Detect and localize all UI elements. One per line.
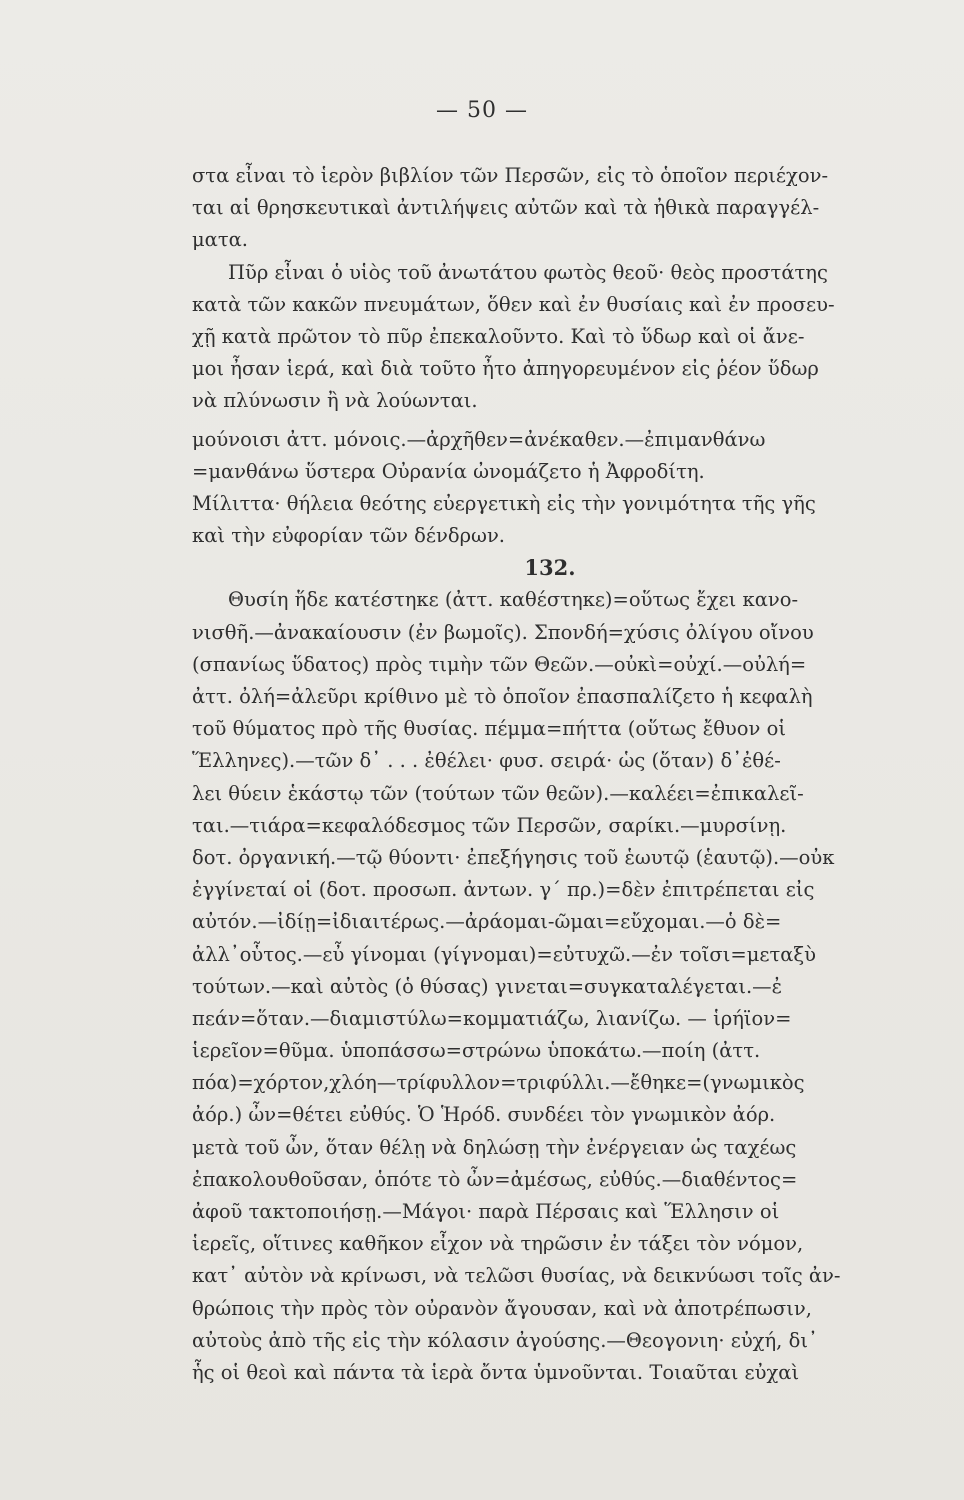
text-line: ἀττ. ὀλή=ἀλεῦρι κρίθινο μὲ τὸ ὁποῖον ἐπασπαλίζετο ἡ κεφαλὴ [192, 685, 813, 708]
text-line: μούνοισι ἀττ. μόνοις.—ἀρχῆθεν=ἀνέκαθεν.—ἐπιμανθάνω [192, 427, 766, 451]
text-line: αὐτόν.—ἰδίῃ=ἰδιαιτέρως.—ἀράομαι-ῶμαι=εὔχομαι.—ὁ δὲ= [192, 910, 782, 934]
text-line: (σπανίως ὕδατος) πρὸς τιμὴν τῶν Θεῶν.—οὐκὶ=οὐχί.—οὐλή= [192, 652, 807, 676]
text-line: Ἕλληνες).—τῶν δ᾿ . . . ἐθέλει· φυσ. σειρά· ὡς (ὅταν) δ᾿ἐθέ- [192, 749, 781, 773]
text-line: στα εἶναι τὸ ἱερὸν βιβλίον τῶν Περσῶν, εἰς τὸ ὁποῖον περιέχον- [192, 164, 829, 187]
text-line: κατὰ τῶν κακῶν πνευμάτων, ὅθεν καὶ ἐν θυσίαις καὶ ἐν προσευ- [192, 292, 835, 316]
text-line: θρώποις τὴν πρὸς τὸν οὐρανὸν ἄγουσαν, καὶ νὰ ἀποτρέπωσιν, [192, 1296, 812, 1320]
text-line: =μανθάνω ὕστερα Οὐρανία ὠνομάζετο ἡ Ἀφροδίτη. [192, 459, 705, 483]
text-line: ται αἱ θρησκευτικαὶ ἀντιλήψεις αὐτῶν καὶ τὰ ἠθικὰ παραγγέλ- [192, 196, 820, 220]
text-line: καὶ τὴν εὐφορίαν τῶν δένδρων. [192, 524, 505, 548]
text-line: νὰ πλύνωσιν ἢ νὰ λούωνται. [192, 389, 478, 413]
text-line: δοτ. ὀργανική.—τῷ θύοντι· ἐπεξήγησις τοῦ ἑωυτῷ (ἑαυτῷ).—οὐκ [192, 845, 835, 869]
text-line: Πῦρ εἶναι ὁ υἱὸς τοῦ ἀνωτάτου φωτὸς θεοῦ· θεὸς προστάτης [228, 260, 828, 284]
text-line: ἀφοῦ τακτοποιήσῃ.—Μάγοι· παρὰ Πέρσαις καὶ Ἕλλησιν οἱ [192, 1200, 780, 1223]
text-line: Μίλιττα· θήλεια θεότης εὐεργετικὴ εἰς τὴν γονιμότητα τῆς γῆς [192, 491, 816, 515]
text-line: χῇ κατὰ πρῶτον τὸ πῦρ ἐπεκαλοῦντο. Καὶ τὸ ὕδωρ καὶ οἱ ἄνε- [192, 324, 805, 348]
text-line: ἱερεῖον=θῦμα. ὑποπάσσω=στρώνω ὑποκάτω.—ποίη (ἀττ. [192, 1039, 761, 1063]
text-line: ται.—τιάρα=κεφαλόδεσμος τῶν Περσῶν, σαρίκι.—μυρσίνῃ. [192, 813, 787, 837]
text-line: πόα)=χόρτον,χλόη—τρίφυλλον=τριφύλλι.—ἔθηκε=(γνωμικὸς [192, 1071, 805, 1095]
text-line: τούτων.—καὶ αὐτὸς (ὁ θύσας) γινεται=συγκαταλέγεται.—ἐ [192, 974, 783, 998]
text-line: Θυσίη ἥδε κατέστηκε (ἀττ. καθέστηκε)=οὕτως ἔχει κανο- [228, 588, 799, 612]
text-line: τοῦ θύματος πρὸ τῆς θυσίας. πέμμα=πήττα (οὕτως ἔθυον οἱ [192, 717, 786, 741]
text-line: ἱερεῖς, οἵτινες καθῆκον εἶχον νὰ τηρῶσιν ἐν τάξει τὸν νόμον, [192, 1232, 804, 1256]
text-line: κατ᾿ αὐτὸν νὰ κρίνωσι, νὰ τελῶσι θυσίας, νὰ δεικνύωσι τοῖς ἀν- [192, 1264, 841, 1288]
text-line: πεάν=ὅταν.—διαμιστύλω=κομματιάζω, λιανίζω. — ἱρήϊον= [192, 1006, 792, 1030]
text-line: νισθῆ.—ἀνακαίουσιν (ἐν βωμοῖς). Σπονδή=χύσις ὀλίγου οἴνου [192, 620, 814, 644]
text-line: ἧς οἱ θεοὶ καὶ πάντα τὰ ἱερὰ ὄντα ὑμνοῦνται. Τοιαῦται εὐχαὶ [192, 1360, 800, 1384]
text-line: αὐτοὺς ἀπὸ τῆς εἰς τὴν κόλασιν ἀγούσης.—Θεογονιη· εὐχή, δι᾿ [192, 1328, 818, 1352]
text-line: ἐγγίνεταί οἱ (δοτ. προσωπ. ἀντων. γ´ πρ.)=δὲν ἐπιτρέπεται εἰς [192, 878, 815, 902]
section-heading: 132. [524, 555, 576, 581]
text-line: ἐπακολουθοῦσαν, ὁπότε τὸ ὦν=ἀμέσως, εὐθύς.—διαθέντος= [192, 1167, 798, 1191]
text-line: ἀόρ.) ὦν=θέτει εὐθύς. Ὁ Ἡρόδ. συνδέει τὸν γνωμικὸν ἀόρ. [192, 1103, 776, 1127]
text-line: μοι ἦσαν ἱερά, καὶ διὰ τοῦτο ἦτο ἀπηγορευμένον εἰς ῥέον ὕδωρ [192, 357, 819, 381]
text-line: ἀλλ᾿οὗτος.—εὖ γίνομαι (γίγνομαι)=εὐτυχῶ.—ἐν τοῖσι=μεταξὺ [192, 942, 817, 966]
body-text [192, 160, 908, 1389]
text-line: λει θύειν ἑκάστῳ τῶν (τούτων τῶν θεῶν).—καλέει=ἐπικαλεῖ- [192, 781, 804, 805]
page-number: — 50 — [436, 98, 528, 123]
text-line: ματα. [192, 228, 248, 252]
text-line: μετὰ τοῦ ὦν, ὅταν θέλῃ νὰ δηλώσῃ τὴν ἐνέργειαν ὡς ταχέως [192, 1135, 797, 1159]
